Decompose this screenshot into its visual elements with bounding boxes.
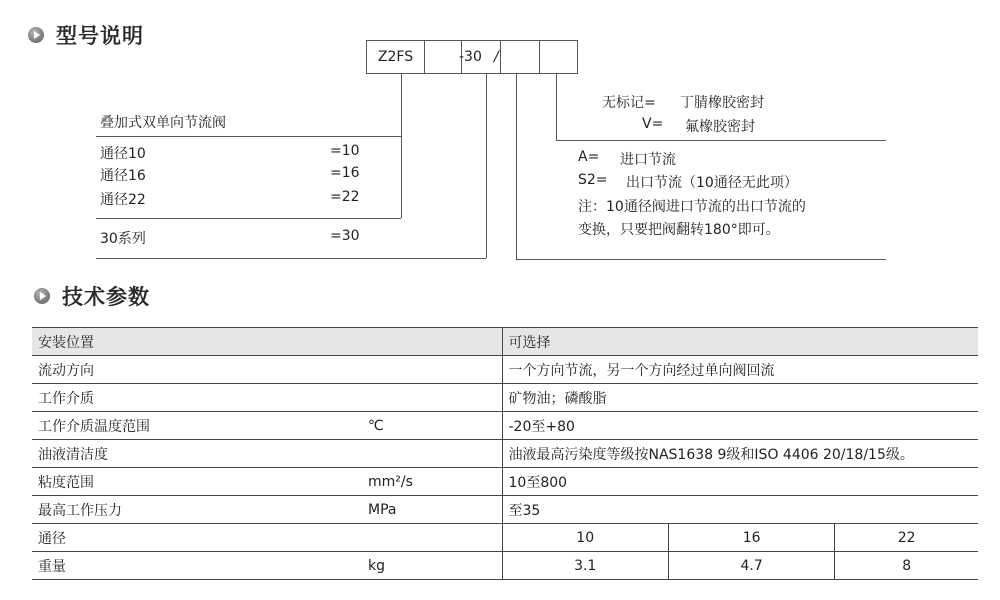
connector-flow-h [516, 259, 886, 260]
table-row [32, 356, 978, 384]
spec-value: 一个方向节流，另一个方向经过单向阀回流 [502, 356, 978, 384]
connector-size-h [96, 218, 401, 219]
spec-unit: MPa [362, 496, 502, 524]
spec-label: 最高工作压力 [32, 496, 362, 524]
spec-value: 10至800 [502, 468, 978, 496]
connector-size-v [401, 74, 402, 218]
spec-value: 油液最高污染度等级按NAS1638 9级和ISO 4406 20/18/15级。 [502, 440, 978, 468]
section-title-specs: 技术参数 [62, 285, 150, 309]
spec-unit [362, 440, 502, 468]
spec-unit [362, 384, 502, 412]
code-prefix: Z2FS [377, 49, 414, 65]
code-box-seal [539, 40, 578, 74]
weight-value: 8 [835, 552, 978, 580]
spec-label: 工作介质 [32, 384, 362, 412]
code-box-flow [500, 40, 540, 74]
section-bullet-icon [34, 288, 50, 304]
valve-type-title: 叠加式双单向节流阀 [100, 115, 226, 131]
code-series: -30 [459, 49, 482, 65]
table-row [32, 524, 978, 552]
spec-label: 安装位置 [32, 328, 362, 356]
desc-underline [96, 136, 401, 137]
flow-note-line1: 注：10通径阀进口节流的出口节流的 [578, 199, 806, 215]
table-row [32, 496, 978, 524]
flow-note-line2: 变换，只要把阀翻转180°即可。 [578, 222, 780, 238]
connector-series-h [96, 258, 486, 259]
size-16-label: 通径16 [100, 168, 146, 184]
spec-unit: ℃ [362, 412, 502, 440]
spec-unit: kg [362, 552, 502, 580]
table-row [32, 328, 978, 356]
section-title-model: 型号说明 [56, 24, 144, 48]
spec-label: 通径 [32, 524, 362, 552]
size-value: 16 [668, 524, 834, 552]
spec-unit [362, 328, 502, 356]
weight-value: 3.1 [502, 552, 668, 580]
spec-label: 油液清洁度 [32, 440, 362, 468]
spec-label: 工作介质温度范围 [32, 412, 362, 440]
code-box-size [424, 40, 462, 74]
code-box-series [461, 40, 501, 74]
spec-table [32, 327, 978, 580]
series-value: =30 [330, 228, 360, 244]
spec-label: 重量 [32, 552, 362, 580]
seal-none-value: 丁腈橡胶密封 [680, 95, 764, 111]
connector-flow-v [516, 74, 517, 260]
size-10-label: 通径10 [100, 146, 146, 162]
spec-value: 可选择 [502, 328, 978, 356]
spec-label: 粘度范围 [32, 468, 362, 496]
table-row [32, 384, 978, 412]
seal-v-label: V= [642, 116, 664, 132]
flow-a-value: 进口节流 [620, 152, 676, 168]
section-bullet-icon [28, 27, 44, 43]
connector-seal-v [556, 74, 557, 140]
series-label: 30系列 [100, 231, 146, 247]
size-10-value: =10 [330, 143, 360, 159]
size-16-value: =16 [330, 165, 360, 181]
code-box-prefix [366, 40, 425, 74]
spec-unit: mm²/s [362, 468, 502, 496]
size-value: 10 [502, 524, 668, 552]
spec-value: 至35 [502, 496, 978, 524]
flow-s2-value: 出口节流（10通径无此项） [626, 175, 798, 191]
code-slash: / [493, 49, 499, 65]
size-value: 22 [835, 524, 978, 552]
connector-series-v [486, 74, 487, 258]
spec-unit [362, 356, 502, 384]
table-row [32, 552, 978, 580]
table-row [32, 412, 978, 440]
spec-value: 矿物油；磷酸脂 [502, 384, 978, 412]
table-row [32, 440, 978, 468]
connector-seal-h [556, 140, 886, 141]
seal-v-value: 氟橡胶密封 [685, 119, 755, 135]
seal-none-label: 无标记= [602, 95, 656, 111]
flow-s2-label: S2= [578, 172, 608, 188]
spec-label: 流动方向 [32, 356, 362, 384]
size-22-label: 通径22 [100, 192, 146, 208]
size-22-value: =22 [330, 189, 360, 205]
spec-unit [362, 524, 502, 552]
weight-value: 4.7 [668, 552, 834, 580]
table-row [32, 468, 978, 496]
flow-a-label: A= [578, 149, 600, 165]
spec-value: -20至+80 [502, 412, 978, 440]
